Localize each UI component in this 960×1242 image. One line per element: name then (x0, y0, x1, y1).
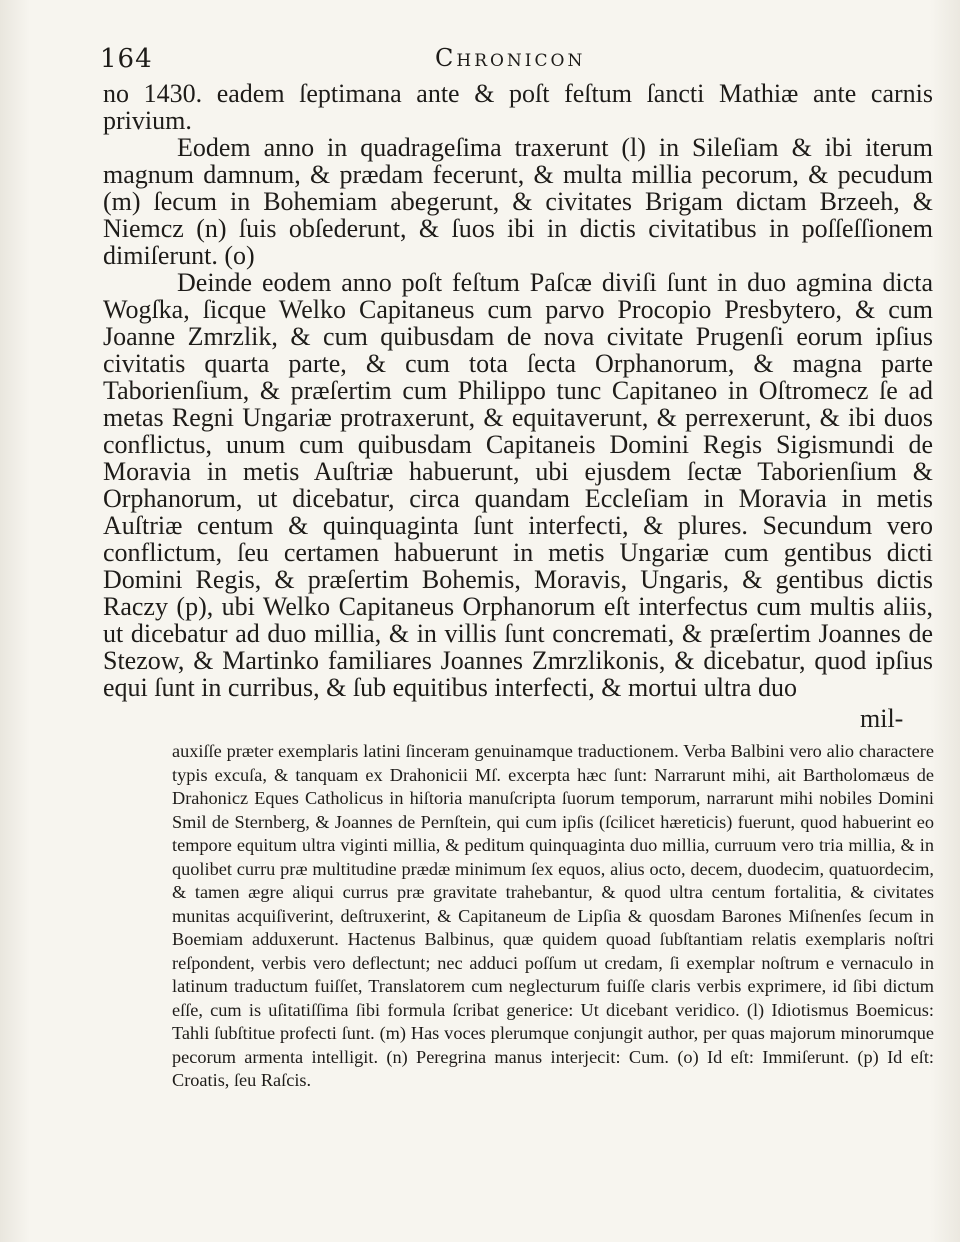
running-title: Chronicon (435, 44, 586, 72)
main-paragraph: Eodem anno in quadrageſima traxerunt (l) in Sileſiam & ibi iterum magnum damnum, & prædam fecerunt, & multa millia pecorum, & pecudum (m) ſecum in Bohemiam abegerunt, & civitates Brigam dictam Brzeeh, & Niemcz (n) ſuis obſederunt, & ſuos ibi in dictis civitatibus in poſſeſſionem dimiſerunt. (o) (103, 133, 933, 270)
main-paragraph: Deinde eodem anno poſt feſtum Paſcæ diviſi ſunt in duo agmina dicta Wogſka, ſicque Welko Capitaneus cum parvo Procopio Presbytero, & cum Joanne Zmrzlik, & cum quibusdam de nova civitate Prugenſi eorum ipſius civitatis quarta parte, & cum tota ſecta Orphanorum, & magna parte Taborienſium, & præſertim cum Philippo tunc Capitaneo in Oſtromecz ſe ad metas Regni Ungariæ protraxerunt, & equitaverunt, & perrexerunt, & ibi duos conflictus, unum cum quibusdam Capitaneis Domini Regis Sigismundi de Moravia in metis Auſtriæ habuerunt, ubi ejusdem ſectæ Taborienſium & Orphanorum, ut dicebatur, circa quandam Eccleſiam in Moravia in metis Auſtriæ centum & quinquaginta ſunt interfecti, & plures. Secundum vero conflictum, ſeu certamen habuerunt in metis Ungariæ cum gentibus dicti Domini Regis, & præſertim Bohemis, Moravis, Ungaris, & gentibus dictis Raczy (p), ubi Welko Capitaneus Orphanorum eſt interfectus cum multis aliis, ut dicebatur ad duo millia, & in villis ſunt concremati, & præſertim Joannes de Stezow, & Martinko familiares Joannes Zmrzlikonis, & dicebatur, quod ipſius equi ſunt in curribus, & ſub equitibus interfecti, & mortui ultra duo (103, 268, 933, 702)
main-paragraph: no 1430. eadem ſeptimana ante & poſt feſtum ſancti Mathiæ ante carnis privium. (103, 79, 933, 135)
running-head (100, 40, 930, 80)
main-text (103, 80, 933, 701)
footnote-text: auxiſſe præter exemplaris latini ſinceram genuinamque traductionem. Verba Balbini vero alio charactere typis excuſa, & tanquam ex Drahonicii Mſ. excerpta hæc ſunt: Narrarunt mihi, ait Bartholomæus de Drahonicz Eques Catholicus in hiſtoria manuſcripta ſuorum temporum, narrarunt mihi nobiles Domini Smil de Sternberg, & Joannes de Pernſtein, qui cum ipſis (ſcilicet hæreticis) fuerunt, quod habuerint eo tempore equitum ultra viginti millia, & peditum quinquaginta duo millia, curruum vero tria millia, & in quolibet curru præ multitudine prædæ minimum ſex equos, alius octo, decem, duodecim, quatuordecim, & tamen ægre aliqui currus præ gravitate trahebantur, & quod ultra centum fortalitia, & civitates munitas acquiſiverint, deſtruxerint, & Capitaneum de Lipſia & quosdam Barones Miſnenſes ſecum in Boemiam adduxerunt. Hactenus Balbinus, quæ quidem quoad ſubſtantiam relatis exemplaris noſtri reſpondent, verbis vero deflectunt; nec adduci poſſum ut credam, ſi exemplar noſtrum e vernaculo in latinum traductum fuiſſet, Translatorem cum neglecturum fuiſſe claris verbis exprimere, id ſibi dictum eſſe, cum is uſitatiſſima ſibi formula ſcribat generice: Ut dicebant veridico. (l) Idiotismus Boemicus: Tahli ſubſtitue profecti ſunt. (m) Has voces plerumque conjungit author, per quas majorum minorumque pecorum armenta intelligit. (n) Peregrina manus interjecit: Cum. (o) Id eſt: Immiſerunt. (p) Id eſt: Croatis, ſeu Raſcis. (172, 741, 934, 1090)
catchword: mil- (860, 704, 904, 733)
footnotes (172, 740, 934, 1093)
page-number: 164 (100, 44, 153, 74)
